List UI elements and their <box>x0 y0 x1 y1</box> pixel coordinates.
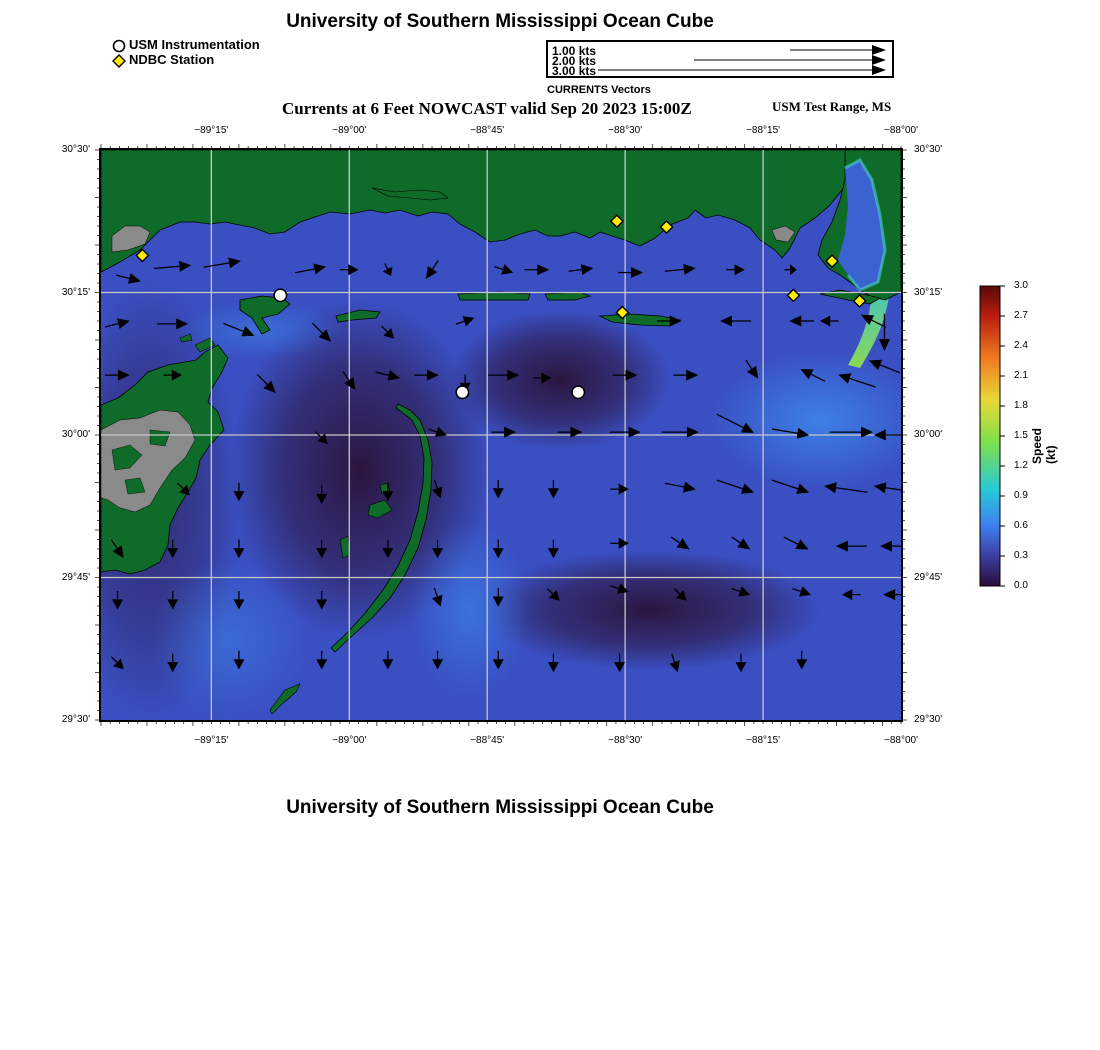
lon-tick-label-bottom: −89°15' <box>194 735 229 746</box>
colorbar-label: 0.6 <box>1014 520 1028 531</box>
lon-tick-label-top: −88°00' <box>884 125 918 136</box>
colorbar-label: 0.9 <box>1014 490 1028 501</box>
lon-tick-label-bottom: −89°00' <box>332 735 367 746</box>
colorbar-label: 1.5 <box>1014 430 1028 441</box>
footer-title: University of Southern Mississippi Ocean Cube <box>286 797 714 818</box>
lon-tick-label-top: −89°15' <box>194 125 229 136</box>
lat-tick-label-left: 29°45' <box>61 571 90 583</box>
lat-tick-label-right: 29°30' <box>914 714 943 725</box>
colorbar <box>980 286 1000 586</box>
region-label: USM Test Range, MS <box>772 99 892 114</box>
colorbar-label: 2.7 <box>1014 310 1028 321</box>
lon-tick-label-bottom: −88°00' <box>884 735 918 746</box>
lon-tick-label-top: −89°00' <box>332 125 367 136</box>
colorbar-label: 3.0 <box>1014 280 1028 291</box>
usm-station-marker <box>456 386 468 398</box>
lon-tick-label-bottom: −88°45' <box>470 735 505 746</box>
lat-tick-label-right: 29°45' <box>914 571 943 583</box>
lon-tick-label-bottom: −88°15' <box>746 735 781 746</box>
lat-tick-label-left: 30°15' <box>61 286 90 298</box>
vector-key-label-2: 2.00 kts <box>552 54 597 68</box>
colorbar-title: Speed (kt) <box>1030 427 1058 464</box>
vector-key-label-3: 3.00 kts <box>552 64 597 78</box>
map-subtitle: Currents at 6 Feet NOWCAST valid Sep 20 2023 15:00Z <box>282 99 692 118</box>
slow-band-south <box>480 550 820 670</box>
page-title: University of Southern Mississippi Ocean Cube <box>286 11 714 32</box>
legend-ndbc-label: NDBC Station <box>129 52 215 67</box>
colorbar-label: 2.1 <box>1014 370 1028 381</box>
lat-tick-label-right: 30°30' <box>914 144 943 155</box>
lat-tick-label-right: 30°15' <box>914 286 943 298</box>
lat-tick-label-left: 29°30' <box>61 714 90 725</box>
colorbar-label: 1.2 <box>1014 460 1028 471</box>
vector-key-label-1: 1.00 kts <box>552 44 597 58</box>
legend-usm-label: USM Instrumentation <box>129 37 260 52</box>
colorbar-label: 0.0 <box>1014 580 1028 591</box>
colorbar-label: 1.8 <box>1014 400 1028 411</box>
lon-tick-label-top: −88°45' <box>470 125 505 136</box>
lon-tick-label-bottom: −88°30' <box>608 735 643 746</box>
usm-station-marker <box>274 289 286 301</box>
slow-eddy-central <box>450 310 670 450</box>
lon-tick-label-top: −88°30' <box>608 125 643 136</box>
usm-station-marker <box>572 386 584 398</box>
colorbar-label: 0.3 <box>1014 550 1028 561</box>
lat-tick-label-left: 30°30' <box>61 144 90 155</box>
vector-key-caption: CURRENTS Vectors <box>547 84 651 96</box>
colorbar-ticks <box>1000 286 1005 586</box>
lon-tick-label-top: −88°15' <box>746 125 781 136</box>
lat-tick-label-left: 30°00' <box>61 429 90 440</box>
lat-tick-label-right: 30°00' <box>914 429 943 440</box>
colorbar-label: 2.4 <box>1014 340 1028 351</box>
horn-island <box>458 292 530 300</box>
fast-patch-south <box>410 520 530 700</box>
